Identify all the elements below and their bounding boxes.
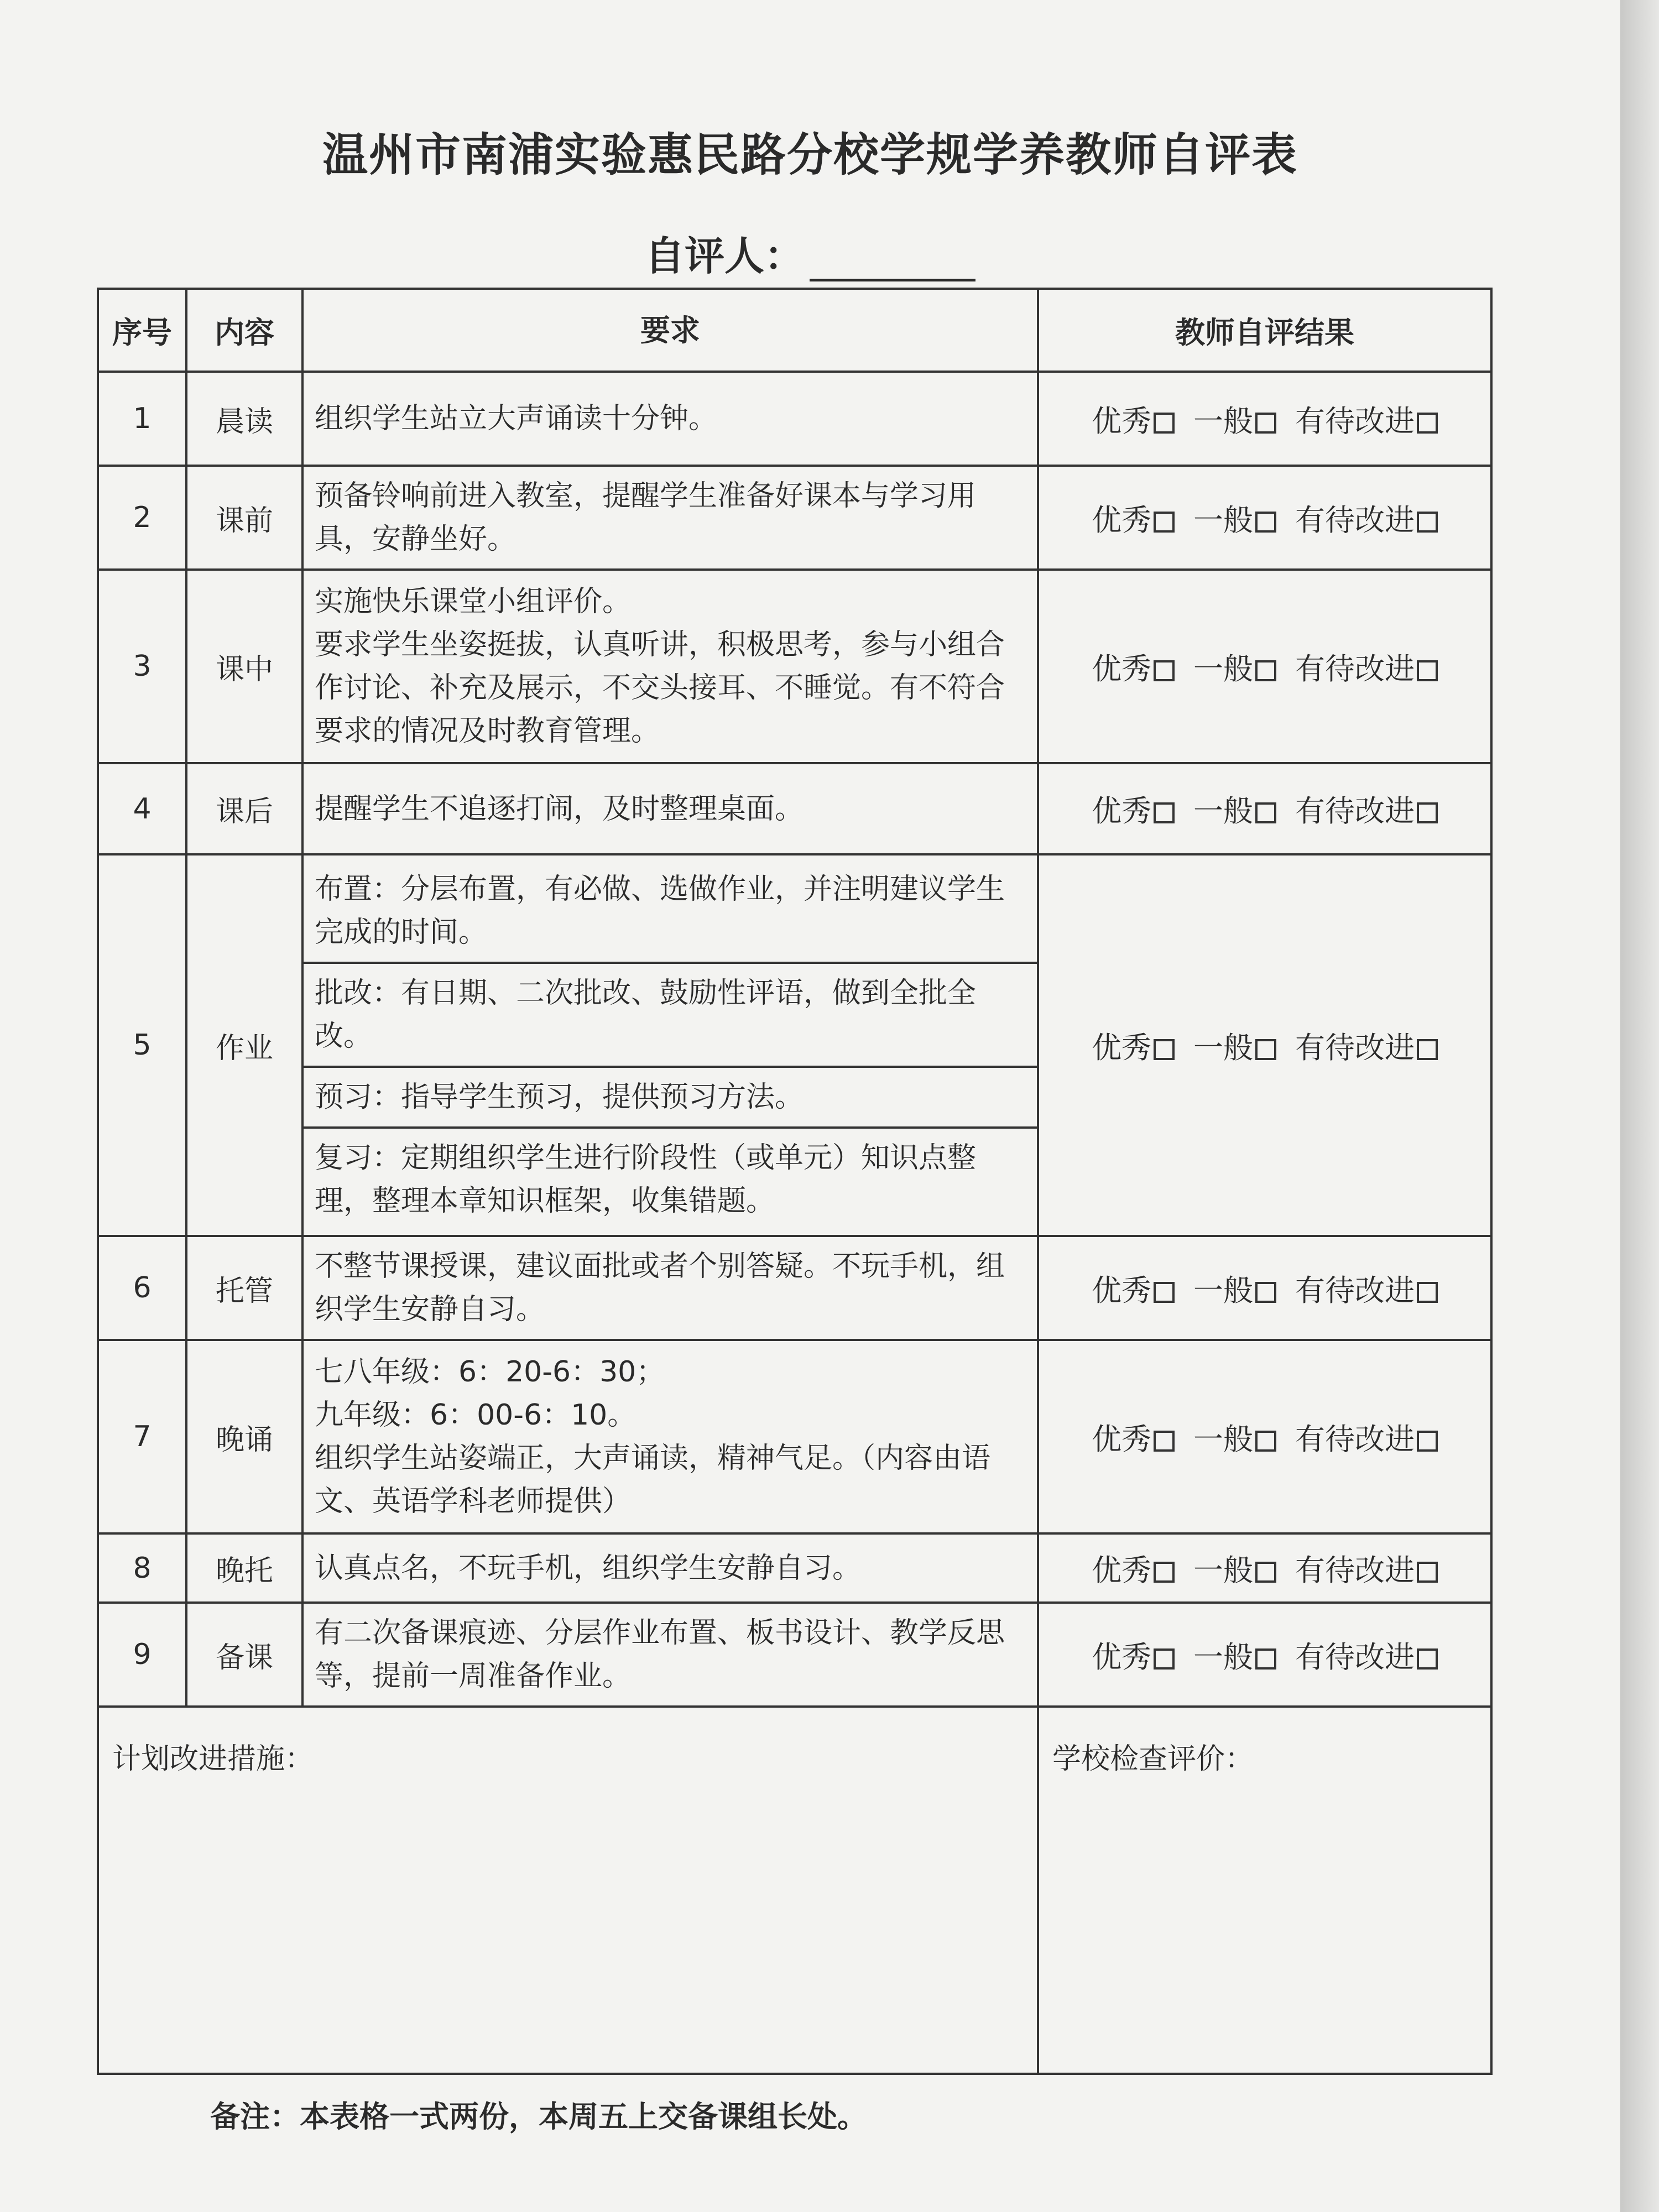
result-option (1092, 503, 1193, 538)
row-requirement (302, 1603, 1038, 1707)
table-row (98, 1603, 1491, 1707)
checkbox-icon[interactable] (1417, 1431, 1438, 1452)
requirement-line: 预备铃响前进入教室，提醒学生准备好课本与学习用具，安静坐好。 (315, 479, 977, 556)
row-content: 晚诵 (186, 1340, 302, 1533)
option-label: 一般 (1193, 403, 1253, 439)
result-option (1193, 1553, 1295, 1588)
result-option (1295, 651, 1438, 686)
header-requirement: 要求 (302, 289, 1038, 372)
row-result (1038, 372, 1491, 466)
self-evaluation-table (97, 288, 1493, 2075)
checkbox-icon[interactable] (1417, 413, 1438, 434)
checkbox-icon[interactable] (1417, 1562, 1438, 1583)
result-option (1295, 794, 1438, 828)
header-no: 序号 (98, 289, 186, 372)
option-label: 有待改进 (1295, 651, 1415, 686)
row-requirement (302, 466, 1038, 570)
option-label: 优秀 (1092, 502, 1151, 538)
checkbox-icon[interactable] (1417, 512, 1438, 533)
result-option (1295, 404, 1438, 439)
checkbox-icon[interactable] (1154, 1039, 1175, 1060)
result-option (1193, 794, 1295, 828)
result-option (1295, 1422, 1438, 1457)
checkbox-icon[interactable] (1255, 512, 1276, 533)
result-option (1295, 1553, 1438, 1588)
row-content: 备课 (186, 1603, 302, 1707)
option-label: 优秀 (1092, 651, 1151, 686)
option-label: 一般 (1193, 651, 1253, 686)
requirement-line: 有二次备课痕迹、分层作业布置、板书设计、教学反思等，提前一周准备作业。 (315, 1616, 1005, 1693)
option-label: 优秀 (1092, 1272, 1151, 1308)
row-number: 2 (98, 466, 186, 570)
requirement-line: 组织学生站立大声诵读十分钟。 (315, 402, 718, 435)
school-review-label: 学校检查评价： (1052, 1743, 1254, 1776)
option-label: 一般 (1193, 1553, 1253, 1588)
evaluator-blank[interactable] (810, 246, 975, 281)
option-label: 有待改进 (1295, 403, 1415, 439)
checkbox-icon[interactable] (1154, 1282, 1175, 1303)
row-result (1038, 763, 1491, 854)
row-result (1038, 570, 1491, 763)
option-label: 一般 (1193, 1272, 1253, 1308)
result-option (1092, 404, 1193, 439)
row-requirement (302, 1236, 1038, 1340)
row-content: 托管 (186, 1236, 302, 1340)
homework-sub-requirement: 布置：分层布置，有必做、选做作业，并注明建议学生完成的时间。 (304, 860, 1037, 964)
footer-note: 备注：本表格一式两份，本周五上交备课组长处。 (210, 2099, 867, 2134)
table-row (98, 763, 1491, 854)
result-option (1193, 1030, 1295, 1065)
option-label: 优秀 (1092, 1553, 1151, 1588)
row-content: 晨读 (186, 372, 302, 466)
row-result (1038, 1603, 1491, 1707)
checkbox-icon[interactable] (1417, 802, 1438, 823)
row-result (1038, 1340, 1491, 1533)
result-option (1092, 1030, 1193, 1065)
row-requirement (302, 1340, 1038, 1533)
row-number: 7 (98, 1340, 186, 1533)
option-label: 有待改进 (1295, 1030, 1415, 1065)
option-label: 有待改进 (1295, 1421, 1415, 1457)
table-row (98, 570, 1491, 763)
evaluator-line (0, 224, 1620, 281)
row-result (1038, 1533, 1491, 1603)
checkbox-icon[interactable] (1417, 1648, 1438, 1670)
option-label: 一般 (1193, 502, 1253, 538)
table-row (98, 854, 1491, 1236)
checkbox-icon[interactable] (1255, 1039, 1276, 1060)
table-row (98, 372, 1491, 466)
result-option (1193, 651, 1295, 686)
option-label: 优秀 (1092, 1421, 1151, 1457)
form-title: 温州市南浦实验惠民路分校学规学养教师自评表 (322, 129, 1298, 181)
row-content: 课中 (186, 570, 302, 763)
checkbox-icon[interactable] (1154, 802, 1175, 823)
option-label: 有待改进 (1295, 1272, 1415, 1308)
row-requirement (302, 570, 1038, 763)
option-label: 有待改进 (1295, 502, 1415, 538)
row-requirement (302, 1533, 1038, 1603)
header-result: 教师自评结果 (1038, 289, 1491, 372)
table-header-row (98, 289, 1491, 372)
homework-sub-requirement: 复习：定期组织学生进行阶段性（或单元）知识点整理，整理本章知识框架，收集错题。 (315, 1141, 977, 1218)
row-content: 课后 (186, 763, 302, 854)
result-option (1295, 503, 1438, 538)
checkbox-icon[interactable] (1255, 1648, 1276, 1670)
result-option (1295, 1640, 1438, 1674)
row-result (1038, 854, 1491, 1236)
row-content: 晚托 (186, 1533, 302, 1603)
school-review-cell[interactable] (1038, 1707, 1491, 2074)
table-body (98, 372, 1491, 1707)
row-requirement (302, 854, 1038, 1236)
result-option (1295, 1273, 1438, 1308)
checkbox-icon[interactable] (1417, 660, 1438, 681)
result-option (1092, 794, 1193, 828)
checkbox-icon[interactable] (1154, 1431, 1175, 1452)
requirement-line: 组织学生站姿端正，大声诵读，精神气足。（内容由语文、英语学科老师提供） (315, 1442, 991, 1518)
option-label: 有待改进 (1295, 794, 1415, 828)
table-footer-row (98, 1707, 1491, 2074)
result-option (1092, 1422, 1193, 1457)
improvement-label: 计划改进措施： (112, 1743, 314, 1776)
homework-sub-requirement: 预习：指导学生预习，提供预习方法。 (304, 1068, 1037, 1129)
homework-sub-requirement: 批改：有日期、二次批改、鼓励性评语，做到全批全改。 (304, 964, 1037, 1068)
requirement-line: 七八年级：6：20-6：30； (315, 1355, 665, 1389)
checkbox-icon[interactable] (1417, 1039, 1438, 1060)
page-edge (1620, 0, 1659, 2212)
checkbox-icon[interactable] (1154, 413, 1175, 434)
row-result (1038, 1236, 1491, 1340)
result-option (1092, 1640, 1193, 1674)
option-label: 一般 (1193, 1030, 1253, 1065)
row-result (1038, 466, 1491, 570)
row-number: 1 (98, 372, 186, 466)
row-number: 6 (98, 1236, 186, 1340)
result-option (1193, 503, 1295, 538)
requirement-line: 提醒学生不追逐打闹，及时整理桌面。 (315, 792, 804, 826)
requirement-line: 实施快乐课堂小组评价。 (315, 585, 632, 618)
requirement-line: 要求学生坐姿挺拔，认真听讲，积极思考，参与小组合作讨论、补充及展示，不交头接耳、不睡觉。有不符合要求的情况及时教育管理。 (315, 628, 1005, 748)
row-requirement (302, 763, 1038, 854)
header-content: 内容 (186, 289, 302, 372)
option-label: 优秀 (1092, 403, 1151, 439)
requirement-line: 不整节课授课，建议面批或者个别答疑。不玩手机，组织学生安静自习。 (315, 1250, 1005, 1326)
table-row (98, 466, 1491, 570)
checkbox-icon[interactable] (1255, 802, 1276, 823)
result-option (1092, 1273, 1193, 1308)
checkbox-icon[interactable] (1154, 1562, 1175, 1583)
checkbox-icon[interactable] (1255, 413, 1276, 434)
option-label: 有待改进 (1295, 1639, 1415, 1674)
checkbox-icon[interactable] (1255, 1282, 1276, 1303)
result-option (1193, 1273, 1295, 1308)
result-option (1092, 651, 1193, 686)
checkbox-icon[interactable] (1255, 1562, 1276, 1583)
checkbox-icon[interactable] (1154, 660, 1175, 681)
result-option (1193, 1422, 1295, 1457)
result-option (1193, 404, 1295, 439)
table-row (98, 1533, 1491, 1603)
row-number: 8 (98, 1533, 186, 1603)
result-option (1092, 1553, 1193, 1588)
row-requirement (302, 372, 1038, 466)
option-label: 优秀 (1092, 1030, 1151, 1065)
option-label: 一般 (1193, 794, 1253, 828)
row-number: 3 (98, 570, 186, 763)
result-option (1295, 1030, 1438, 1065)
option-label: 一般 (1193, 1421, 1253, 1457)
option-label: 有待改进 (1295, 1553, 1415, 1588)
requirement-line: 认真点名，不玩手机，组织学生安静自习。 (315, 1551, 862, 1585)
requirement-line: 九年级：6：00-6：10。 (315, 1399, 637, 1432)
row-number: 5 (98, 854, 186, 1236)
checkbox-icon[interactable] (1417, 1282, 1438, 1303)
table-row (98, 1236, 1491, 1340)
row-content: 课前 (186, 466, 302, 570)
option-label: 优秀 (1092, 1639, 1151, 1674)
row-number: 9 (98, 1603, 186, 1707)
checkbox-icon[interactable] (1154, 1648, 1175, 1670)
evaluator-label: 自评人： (644, 233, 804, 279)
table-row (98, 1340, 1491, 1533)
checkbox-icon[interactable] (1255, 1431, 1276, 1452)
checkbox-icon[interactable] (1255, 660, 1276, 681)
row-content: 作业 (186, 854, 302, 1236)
checkbox-icon[interactable] (1154, 512, 1175, 533)
result-option (1193, 1640, 1295, 1674)
option-label: 优秀 (1092, 794, 1151, 828)
row-number: 4 (98, 763, 186, 854)
option-label: 一般 (1193, 1639, 1253, 1674)
improvement-cell[interactable] (98, 1707, 1038, 2074)
